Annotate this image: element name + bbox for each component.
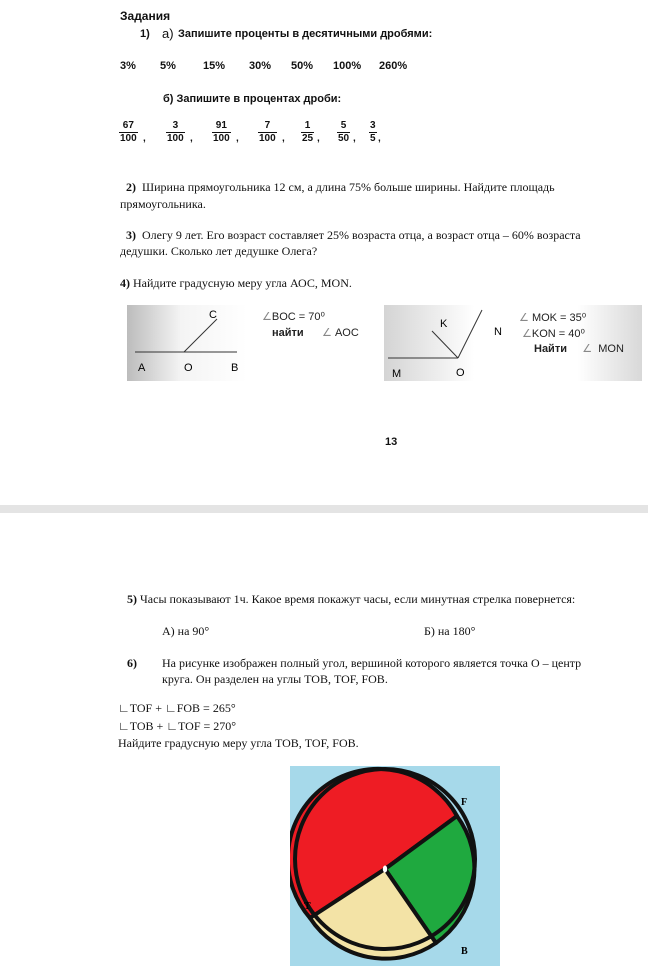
fraction [337, 120, 350, 145]
figure1-find: найти ∠ AOC [272, 327, 359, 339]
task3-line2: дедушки. Сколько лет дедушке Олега? [120, 244, 318, 258]
task5-option-a: А) на 90° [162, 624, 210, 638]
percent-item: 15% [203, 60, 226, 72]
target-angle-mon: MON [598, 343, 624, 355]
point-label-b: B [461, 946, 468, 957]
percent-item: 50% [291, 60, 314, 72]
task5-text: Часы показывают 1ч. Какое время покажут часы, если минутная стрелка повернется: [140, 592, 576, 606]
fraction-numerator: 91 [215, 120, 227, 131]
fraction-denominator: 25 [302, 133, 314, 144]
task2-line2: прямоугольника. [120, 197, 206, 211]
fraction-denominator: 100 [213, 133, 230, 144]
point-label-o: O [456, 367, 465, 379]
given-angle-kon: KON = 40⁰ [531, 328, 585, 340]
task4 [120, 276, 352, 291]
task1-a-text: Запишите проценты в десятичными дробями: [178, 28, 433, 40]
fraction-numerator: 67 [122, 120, 134, 131]
figure2-find: Найти ∠ MON [534, 343, 624, 355]
fraction [119, 120, 138, 145]
fraction-numerator: 5 [340, 120, 347, 131]
task2-line1: Ширина прямоугольника 12 см, а длина 75% больше ширины. Найдите площадь [142, 180, 555, 194]
fraction-denominator: 100 [120, 133, 137, 144]
task4-number: 4) [120, 276, 130, 290]
fraction-denominator: 100 [259, 133, 276, 144]
point-label-n: N [494, 326, 502, 338]
percent-item: 30% [249, 60, 272, 72]
task4-text: Найдите градусную меру угла АОС, MON. [133, 276, 352, 290]
task3-number: 3) [126, 228, 136, 242]
fraction [301, 120, 314, 145]
fraction-numerator: 7 [264, 120, 271, 131]
fraction-numerator: 3 [172, 120, 179, 131]
find-label: Найти [534, 343, 567, 355]
task6-line2: круга. Он разделен на углы ТОВ, TOF, FOB. [162, 672, 388, 686]
task5-option-b: Б) на 180° [424, 624, 476, 638]
task3 [120, 228, 581, 243]
page-separator [0, 505, 648, 513]
point-label-t: T [304, 901, 311, 912]
figure2-given-mok: ∠ MOK = 35⁰ [519, 312, 587, 324]
task5-number: 5) [127, 592, 137, 606]
task1-number: 1) [140, 28, 150, 40]
fraction-denominator: 5 [370, 133, 376, 144]
percent-item: 5% [160, 60, 176, 72]
fraction-numerator: 3 [370, 120, 376, 131]
task6-equation-2: ∟TOB + ∟TOF = 270° [118, 719, 237, 733]
task2 [120, 180, 555, 195]
task3-line1: Олегу 9 лет. Его возраст составляет 25% возраста отца, а возраст отца – 60% возраста [142, 228, 581, 242]
point-label-o: O [184, 362, 193, 374]
find-label: найти [272, 327, 304, 339]
fraction [369, 120, 377, 145]
task5 [127, 592, 575, 607]
point-label-k: K [440, 318, 448, 330]
fraction-denominator: 50 [338, 133, 350, 144]
task6-line1: На рисунке изображен полный угол, вершиной которого является точка О – центр [162, 656, 582, 670]
figure2-given-kon: ∠KON = 40⁰ [522, 328, 585, 340]
task2-number: 2) [126, 180, 136, 194]
page-1: Задания 1) а) Запишите проценты в десятичными дробями: 3% 5% 15% 30% 50% 100% 260% б) Запишите в процентах дроби: $\frac{67}{100}$ , $\frac{3}{100}$ , $\frac{91}{100}$ , $\frac{7}{100}$ , $\frac{1}{25}$ , $\frac{5}{50}$ , $\frac{3}{5}$ , 2) Ширина прямоугольника 12 см, а длина 75% больше ширины. Найдите площадь прямоугольника. 3) Олегу 9 лет. Его возраст составляет 25% возраста отца, а возраст отца – 60% возраста дедушки. Сколько лет дедушке Олега? 4) Найдите градусную меру угла АОС, MON. C A O B ∠BOC = 70⁰ найти ∠ AOC K N M O ∠ MOK = 35⁰ ∠KON = 40⁰ Найти ∠ MON 13 [0, 0, 648, 505]
point-label-b: B [231, 362, 239, 374]
page-2 [0, 513, 648, 966]
percent-item: 3% [120, 60, 136, 72]
percent-item: 260% [379, 60, 408, 72]
given-angle-mok: MOK = 35⁰ [531, 312, 587, 324]
center-point-o [383, 866, 387, 873]
figure1-given: ∠BOC = 70⁰ [262, 311, 325, 323]
point-label-a: A [138, 362, 146, 374]
page-number: 13 [385, 436, 398, 448]
task6-number: 6) [127, 656, 137, 670]
task1-a-letter: а) [162, 26, 174, 41]
given-angle-boc: BOC = 70⁰ [271, 311, 325, 323]
fraction [166, 120, 185, 145]
fraction [212, 120, 231, 145]
fraction-numerator: 1 [304, 120, 311, 131]
fraction-denominator: 100 [167, 133, 184, 144]
fraction [258, 120, 277, 145]
point-label-c: C [209, 309, 217, 321]
percent-item: 100% [333, 60, 362, 72]
task1-b-text: б) Запишите в процентах дроби: [163, 93, 342, 105]
task6-question: Найдите градусную меру угла ТОВ, TOF, FOB. [118, 736, 359, 750]
circle-figure [290, 766, 500, 966]
section-heading: Задания [120, 9, 171, 23]
angle-aoc-figure [127, 305, 247, 381]
target-angle-aoc: AOC [334, 327, 359, 339]
point-label-m: M [392, 368, 402, 380]
task6-equation-1: ∟TOF + ∟FOB = 265° [118, 701, 236, 715]
point-label-f: F [461, 797, 468, 808]
